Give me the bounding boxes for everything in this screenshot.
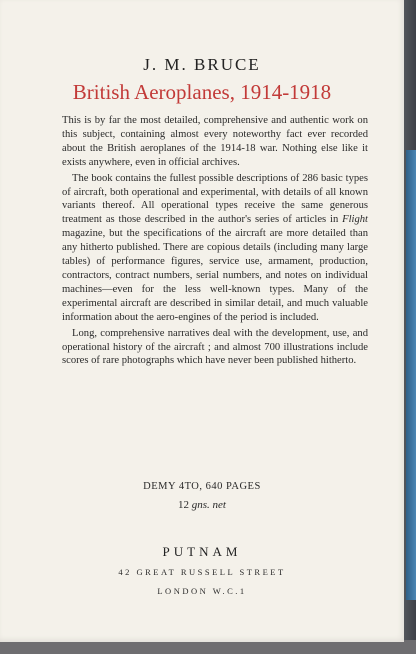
price-amount: 12 <box>178 499 189 511</box>
book-price <box>0 499 404 511</box>
price-unit: gns. net <box>191 499 226 511</box>
blurb-paragraph <box>62 172 368 325</box>
blue-cover-strip <box>406 150 416 600</box>
blurb-text <box>62 114 368 370</box>
blurb-text-before: The book contains the fullest possible descriptions of 286 basic types of aircraft, both operational and experimental, with details of all known variants thereof. All operational types receive the same generous treatment as those described in the author's series of articles in <box>62 172 368 226</box>
book-format: DEMY 4TO, 640 PAGES <box>143 481 261 492</box>
book-title: British Aeroplanes, 1914-1918 <box>72 80 332 104</box>
publisher-street: 42 GREAT RUSSELL STREET <box>118 567 286 577</box>
blurb-text-after: magazine, but the specifications of the aircraft are more detailed than any hitherto published. There are copious details (including many large tables) of performance figures, service use, armament, production, contractors, contract numbers, serial numbers, and notes on individual machines—even for the less well-known types. Many of the experimental aircraft are described in similar detail, and much valuable information about the aero-engines of the period is included. <box>62 228 368 323</box>
blurb-paragraph: This is by far the most detailed, comprehensive and authentic work on this subject, containing almost every noteworthy fact ever recorded about the British aeroplanes of the 1914-18 war. Nothing else like it exists anywhere, even in official archives. <box>62 115 368 168</box>
magazine-name: Flight <box>342 214 368 226</box>
publisher-name: PUTNAM <box>162 544 242 559</box>
author-name: J. M. BRUCE <box>143 55 261 74</box>
blurb-paragraph: Long, comprehensive narratives deal with the development, use, and operational history of the aircraft ; and almost 700 illustrations include scores of rare photographs which have never been published hitherto. <box>62 327 368 367</box>
page-bottom-edge <box>0 640 416 654</box>
publisher-city: LONDON W.C.1 <box>157 586 247 596</box>
